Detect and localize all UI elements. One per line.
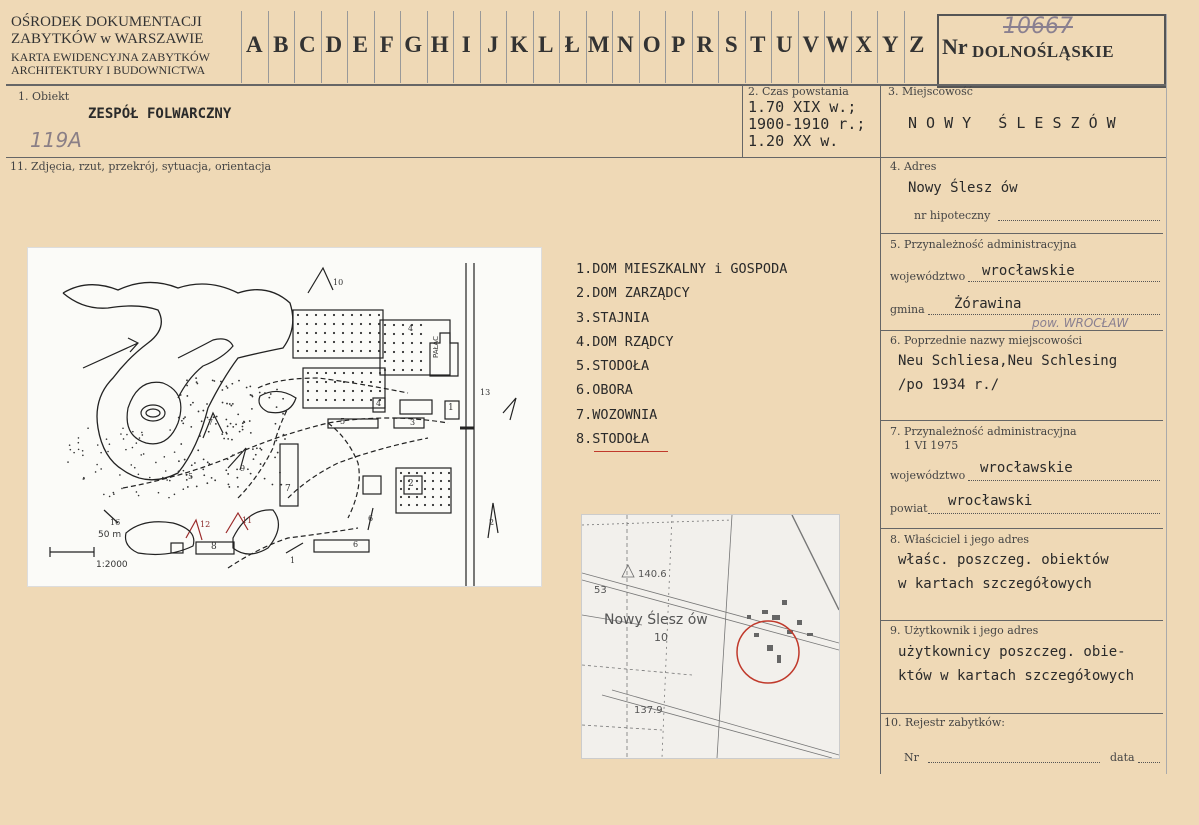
hipoteczny-label: nr hipoteczny (914, 209, 991, 222)
rejestr-nr-dots (928, 762, 1100, 763)
rejestr-nr-label: Nr (904, 751, 919, 764)
hipoteczny-dots (998, 220, 1160, 221)
alphabet-letter-S: S (724, 32, 738, 57)
czas-line-1: 1.70 XIX w.; (748, 98, 857, 116)
sec6-bottom (880, 420, 1163, 421)
uzyt-line-1: użytkownicy poszczeg. obie- (898, 644, 1126, 660)
plan-building-7: 7 (285, 484, 291, 494)
plan-view-2: 2 (489, 518, 495, 527)
plan-view-11: 11 (242, 516, 253, 525)
legend-item-3: 3.STAJNIA (576, 310, 650, 326)
alphabet-letter-C: C (298, 32, 316, 57)
alphabet-letter-P: P (671, 32, 686, 57)
legend-item-4: 4.DOM RZĄDCY (576, 334, 674, 350)
alphabet-letter-H: H (430, 32, 449, 57)
adres-value: Nowy Ślesz ów (908, 180, 1018, 196)
przyn2-label: 7. Przynależność administracyjna (890, 425, 1077, 438)
plan-building-2: 2 (408, 479, 414, 489)
legend-underline (594, 451, 668, 452)
plan-building-3: 3 (410, 418, 416, 427)
map-place-name: Nowy Ślesz ów (604, 612, 708, 628)
plan-scale-ratio: 1:2000 (96, 560, 128, 570)
handwritten-number: 10667 (1003, 14, 1073, 39)
map-elevation-2: 137.9 (634, 705, 663, 716)
alphabet-letter-I: I (461, 32, 471, 57)
przyn2-date: 1 VI 1975 (904, 439, 959, 452)
rejestr-data-label: data (1110, 751, 1135, 764)
alphabet-letter-N: N (616, 32, 634, 57)
org-line-2: ZABYTKÓW w WARSZAWIE (11, 31, 204, 47)
plan-view-10: 10 (333, 278, 344, 287)
alphabet-letter-A: A (245, 32, 263, 57)
miejsc-value: N O W Y Ś L E S Z Ó W (908, 114, 1116, 132)
alphabet-letter-J: J (487, 32, 499, 57)
wlasc-label: 8. Właściciel i jego adres (890, 533, 1030, 546)
plan-view-12: 12 (200, 520, 211, 529)
sec5-bottom (880, 330, 1163, 331)
alphabet-letter-U: U (775, 32, 793, 57)
alphabet-letter-Ł: Ł (564, 32, 580, 57)
powiat-dots (928, 513, 1160, 514)
przyn-label: 5. Przynależność administracyjna (890, 238, 1077, 251)
site-plan-photo (28, 248, 541, 586)
gmina-label: gmina (890, 303, 925, 316)
map-number-10: 10 (654, 631, 668, 644)
row1-bottom-line (6, 157, 1166, 158)
woj2-dots (968, 480, 1160, 481)
adres-label: 4. Adres (890, 160, 937, 173)
plan-scale-label: 50 m (98, 530, 122, 540)
alphabet-letter-X: X (855, 32, 873, 57)
sec7-bottom (880, 528, 1163, 529)
czas-line-3: 1.20 XX w. (748, 132, 839, 150)
alphabet-letter-T: T (750, 32, 766, 57)
sec9-bottom (880, 713, 1163, 714)
gmina-value: Żórawina (954, 296, 1022, 312)
alphabet-letter-Z: Z (909, 32, 925, 57)
map-number-53: 53 (594, 585, 607, 596)
woj-value: wrocławskie (982, 263, 1075, 279)
plan-view-13: 13 (480, 388, 491, 397)
header-bottom-line (6, 84, 1166, 86)
plan-view-5: 5 (188, 472, 194, 481)
wlasc-line-1: właśc. poszczeg. obiektów (898, 552, 1109, 568)
alphabet-letter-V: V (802, 32, 820, 57)
obiekt-handwritten: 119A (30, 128, 82, 152)
uzyt-label: 9. Użytkownik i jego adres (890, 624, 1039, 637)
alphabet-letter-D: D (325, 32, 343, 57)
org-line-3: KARTA EWIDENCYJNA ZABYTKÓW (11, 50, 210, 64)
nr-label: Nr (942, 34, 968, 59)
legend-item-5: 5.STODOŁA (576, 358, 650, 374)
poprz-line-2: /po 1934 r./ (898, 377, 1000, 393)
czas-label: 2. Czas powstania (748, 85, 849, 98)
uzyt-line-2: któw w kartach szczegółowych (898, 668, 1135, 684)
miejsc-label: 3. Miejscowość (888, 85, 973, 98)
powiat-label: powiat (890, 502, 928, 515)
rejestr-data-dots (1138, 762, 1160, 763)
location-map-drawing (582, 515, 839, 758)
plan-building-8: 8 (211, 542, 217, 552)
alphabet-letter-B: B (273, 32, 289, 57)
alphabet-letter-M: M (587, 32, 610, 57)
org-line-1: OŚRODEK DOKUMENTACJI (11, 14, 202, 30)
miejsc-divider (880, 84, 881, 157)
wlasc-line-2: w kartach szczegółowych (898, 576, 1092, 592)
plan-view-16: 16 (110, 518, 121, 527)
plan-view-6: 6 (368, 514, 374, 523)
woj-dots (968, 281, 1160, 282)
powiat-value: wrocławski (948, 493, 1033, 509)
org-block (11, 14, 246, 77)
plan-building-1: 1 (448, 403, 454, 413)
alphabet-letter-E: E (352, 32, 368, 57)
alphabet-letter-L: L (538, 32, 554, 57)
poprz-line-1: Neu Schliesa,Neu Schlesing (898, 353, 1118, 369)
legend-item-8: 8.STODOŁA (576, 431, 650, 447)
alphabet-letter-F: F (379, 32, 394, 57)
org-line-4: ARCHITEKTURY I BUDOWNICTWA (11, 63, 206, 77)
sec4-bottom (880, 233, 1163, 234)
plan-view-1: 1 (290, 556, 296, 565)
right-column-divider (880, 157, 881, 774)
plan-building-5: 5 (340, 417, 346, 426)
woj2-label: województwo (890, 469, 966, 482)
alphabet-letter-W: W (825, 32, 849, 57)
plan-view-7: 7 (208, 418, 214, 427)
map-elevation-1: 140.6 (638, 569, 667, 580)
czas-divider (742, 84, 743, 157)
czas-line-2: 1900-1910 r.; (748, 115, 866, 133)
legend-item-7: 7.WOZOWNIA (576, 407, 658, 423)
region-name: DOLNOŚLĄSKIE (972, 42, 1115, 61)
legend-item-1: 1.DOM MIESZKALNY i GOSPODA (576, 261, 788, 277)
gmina-dots (928, 314, 1160, 315)
plan-building-6: 6 (353, 540, 359, 549)
gmina-handwritten: pow. WROCŁAW (1032, 316, 1129, 330)
legend-item-6: 6.OBORA (576, 382, 633, 398)
plan-palace-label: PAŁAC (432, 335, 440, 358)
sec8-bottom (880, 620, 1163, 621)
zdjecia-label: 11. Zdjęcia, rzut, przekrój, sytuacja, orientacja (10, 160, 272, 173)
woj-label: województwo (890, 270, 966, 283)
rejestr-label: 10. Rejestr zabytków: (884, 716, 1005, 729)
location-map (582, 515, 839, 758)
legend-item-2: 2.DOM ZARZĄDCY (576, 285, 690, 301)
obiekt-value: ZESPÓŁ FOLWARCZNY (88, 106, 232, 122)
alphabet-letter-K: K (510, 32, 529, 57)
obiekt-label: 1. Obiekt (18, 90, 70, 103)
plan-view-9: 9 (240, 464, 246, 473)
plan-building-4: 4 (376, 399, 382, 408)
alphabet-letter-Y: Y (881, 32, 899, 57)
plan-view-4: 4 (408, 324, 414, 333)
alphabet-letter-G: G (404, 32, 423, 57)
alphabet-letter-O: O (642, 32, 661, 57)
card-right-edge (1166, 14, 1167, 774)
alphabet-letter-R: R (696, 32, 714, 57)
poprz-label: 6. Poprzednie nazwy miejscowości (890, 334, 1083, 347)
woj2-value: wrocławskie (980, 460, 1073, 476)
